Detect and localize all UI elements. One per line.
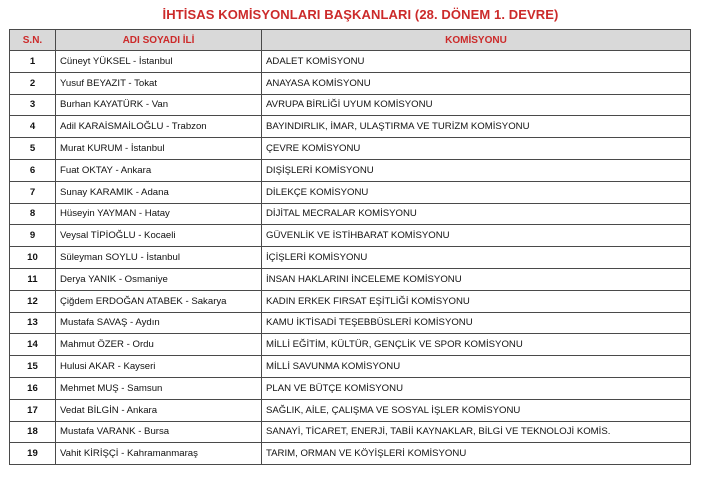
row-sn-cell: 14 [10, 334, 56, 356]
row-name-cell: Burhan KAYATÜRK - Van [56, 94, 262, 116]
row-commission-cell: DIŞİŞLERİ KOMİSYONU [262, 159, 691, 181]
column-header-name: ADI SOYADI İLİ [56, 30, 262, 51]
table-row [10, 268, 691, 290]
table-header-row [10, 30, 691, 51]
row-commission-cell: KADIN ERKEK FIRSAT EŞİTLİĞİ KOMİSYONU [262, 290, 691, 312]
row-name-cell: Süleyman SOYLU - İstanbul [56, 247, 262, 269]
row-name-cell: Veysal TİPİOĞLU - Kocaeli [56, 225, 262, 247]
row-name-cell: Sunay KARAMIK - Adana [56, 181, 262, 203]
row-commission-cell: ANAYASA KOMİSYONU [262, 72, 691, 94]
row-name-cell: Çiğdem ERDOĞAN ATABEK - Sakarya [56, 290, 262, 312]
table-row [10, 356, 691, 378]
row-sn-cell: 15 [10, 356, 56, 378]
row-commission-cell: KAMU İKTİSADİ TEŞEBBÜSLERİ KOMİSYONU [262, 312, 691, 334]
row-sn-cell: 10 [10, 247, 56, 269]
row-commission-cell: ÇEVRE KOMİSYONU [262, 138, 691, 160]
row-commission-cell: SANAYİ, TİCARET, ENERJİ, TABİİ KAYNAKLAR, BİLGİ VE TEKNOLOJİ KOMİS. [262, 421, 691, 443]
table-row [10, 116, 691, 138]
row-sn-cell: 11 [10, 268, 56, 290]
row-commission-cell: İNSAN HAKLARINI İNCELEME KOMİSYONU [262, 268, 691, 290]
table-row [10, 51, 691, 73]
row-sn-cell: 13 [10, 312, 56, 334]
row-sn-cell: 19 [10, 443, 56, 465]
row-name-cell: Cüneyt YÜKSEL - İstanbul [56, 51, 262, 73]
row-name-cell: Yusuf BEYAZIT - Tokat [56, 72, 262, 94]
commission-table [9, 29, 691, 465]
row-name-cell: Hulusi AKAR - Kayseri [56, 356, 262, 378]
row-sn-cell: 2 [10, 72, 56, 94]
row-commission-cell: ADALET KOMİSYONU [262, 51, 691, 73]
table-row [10, 290, 691, 312]
table-row [10, 377, 691, 399]
row-name-cell: Adil KARAİSMAİLOĞLU - Trabzon [56, 116, 262, 138]
row-sn-cell: 17 [10, 399, 56, 421]
row-commission-cell: MİLLİ EĞİTİM, KÜLTÜR, GENÇLİK VE SPOR KOMİSYONU [262, 334, 691, 356]
row-name-cell: Derya YANIK - Osmaniye [56, 268, 262, 290]
row-sn-cell: 18 [10, 421, 56, 443]
table-row [10, 334, 691, 356]
row-name-cell: Mahmut ÖZER - Ordu [56, 334, 262, 356]
row-name-cell: Vedat BİLGİN - Ankara [56, 399, 262, 421]
row-commission-cell: BAYINDIRLIK, İMAR, ULAŞTIRMA VE TURİZM KOMİSYONU [262, 116, 691, 138]
row-sn-cell: 4 [10, 116, 56, 138]
row-commission-cell: TARIM, ORMAN VE KÖYİŞLERİ KOMİSYONU [262, 443, 691, 465]
table-row [10, 399, 691, 421]
table-row [10, 138, 691, 160]
table-row [10, 94, 691, 116]
row-sn-cell: 7 [10, 181, 56, 203]
row-sn-cell: 5 [10, 138, 56, 160]
row-sn-cell: 3 [10, 94, 56, 116]
table-row [10, 203, 691, 225]
row-commission-cell: GÜVENLİK VE İSTİHBARAT KOMİSYONU [262, 225, 691, 247]
table-row [10, 421, 691, 443]
row-sn-cell: 6 [10, 159, 56, 181]
row-commission-cell: SAĞLIK, AİLE, ÇALIŞMA VE SOSYAL İŞLER KOMİSYONU [262, 399, 691, 421]
table-row [10, 72, 691, 94]
row-commission-cell: MİLLİ SAVUNMA KOMİSYONU [262, 356, 691, 378]
row-commission-cell: İÇİŞLERİ KOMİSYONU [262, 247, 691, 269]
table-body [10, 51, 691, 465]
column-header-sn: S.N. [10, 30, 56, 51]
column-header-commission: KOMİSYONU [262, 30, 691, 51]
table-row [10, 225, 691, 247]
table-row [10, 181, 691, 203]
row-name-cell: Mustafa SAVAŞ - Aydın [56, 312, 262, 334]
table-row [10, 159, 691, 181]
row-sn-cell: 16 [10, 377, 56, 399]
table-row [10, 312, 691, 334]
row-name-cell: Fuat OKTAY - Ankara [56, 159, 262, 181]
row-name-cell: Mustafa VARANK - Bursa [56, 421, 262, 443]
row-commission-cell: DİLEKÇE KOMİSYONU [262, 181, 691, 203]
row-commission-cell: DİJİTAL MECRALAR KOMİSYONU [262, 203, 691, 225]
row-commission-cell: AVRUPA BİRLİĞİ UYUM KOMİSYONU [262, 94, 691, 116]
row-name-cell: Murat KURUM - İstanbul [56, 138, 262, 160]
row-sn-cell: 8 [10, 203, 56, 225]
table-row [10, 443, 691, 465]
page-title: İHTİSAS KOMİSYONLARI BAŞKANLARI (28. DÖNEM 1. DEVRE) [162, 7, 559, 22]
row-name-cell: Mehmet MUŞ - Samsun [56, 377, 262, 399]
row-name-cell: Hüseyin YAYMAN - Hatay [56, 203, 262, 225]
table-row [10, 247, 691, 269]
row-sn-cell: 9 [10, 225, 56, 247]
row-sn-cell: 1 [10, 51, 56, 73]
row-name-cell: Vahit KİRİŞÇİ - Kahramanmaraş [56, 443, 262, 465]
row-commission-cell: PLAN VE BÜTÇE KOMİSYONU [262, 377, 691, 399]
row-sn-cell: 12 [10, 290, 56, 312]
